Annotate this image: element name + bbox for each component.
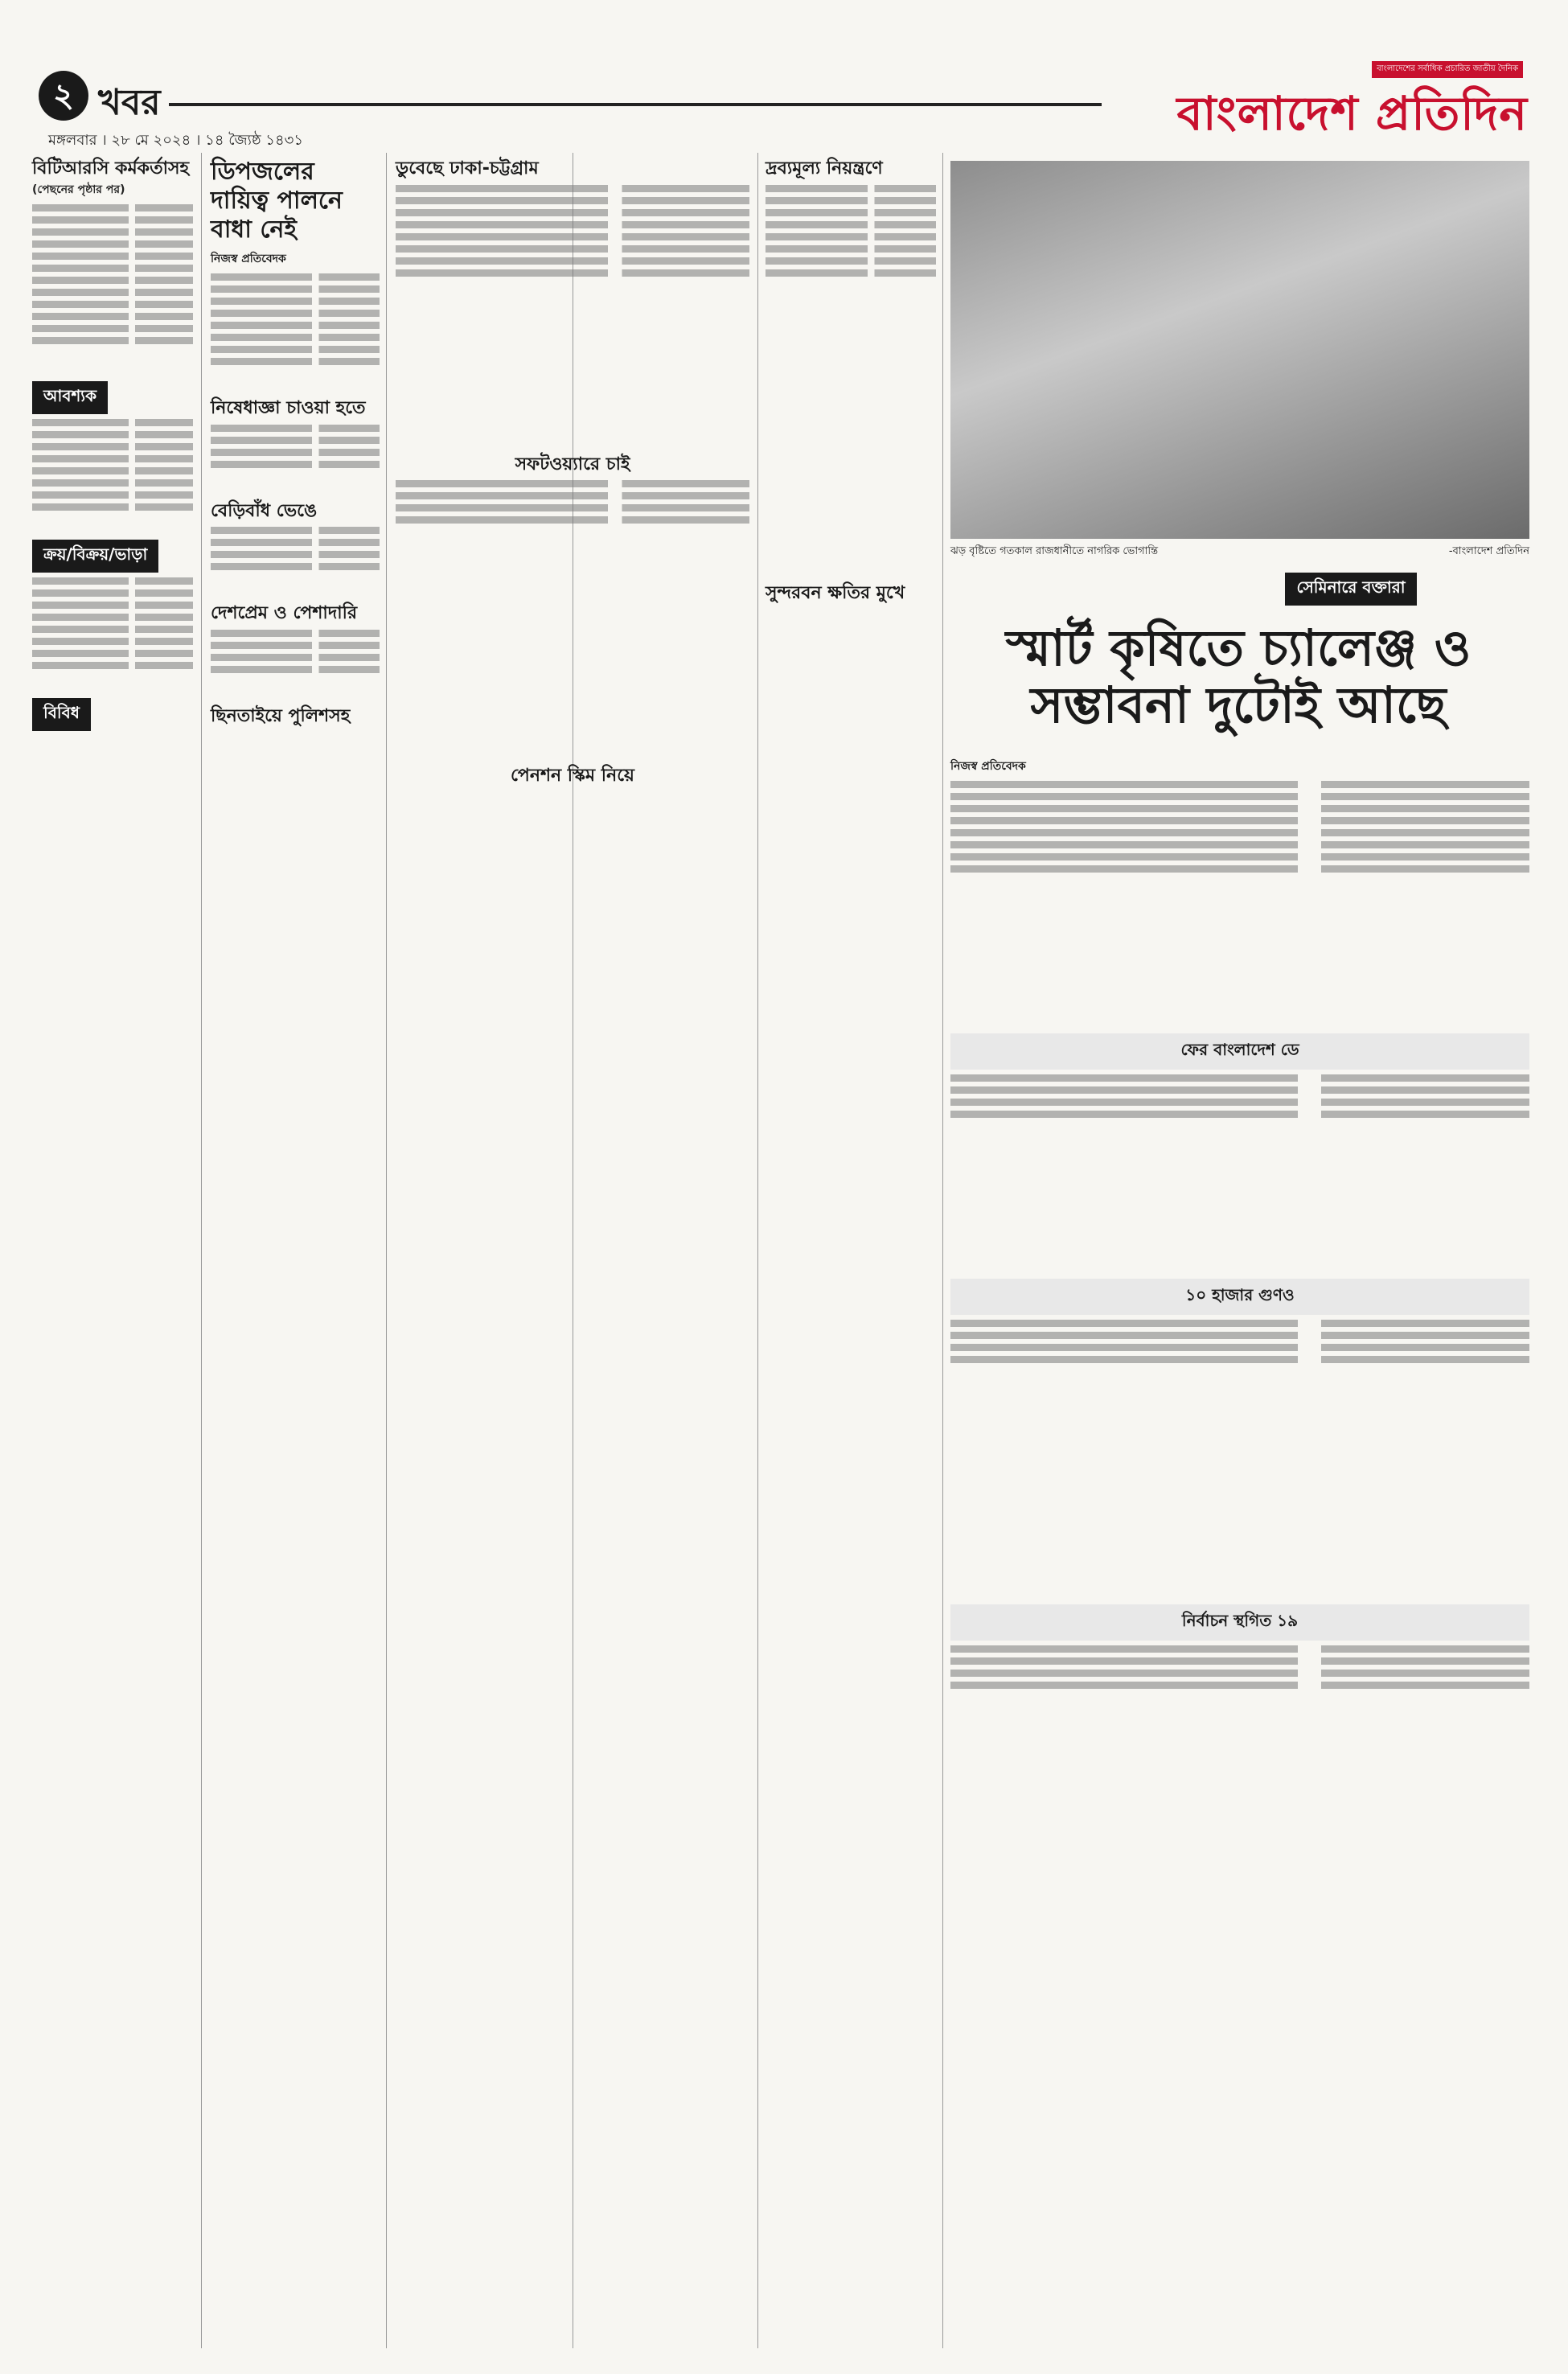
article-headline: ছিনতাইয়ে পুলিশসহ <box>211 705 351 726</box>
article-headline: বিটিআরসি কর্মকর্তাসহ <box>32 158 190 179</box>
article-headline: ডিপজলের দায়িত্ব পালনে বাধা নেই <box>211 158 343 244</box>
article-headline: পেনশন স্কিম নিয়ে <box>510 766 635 786</box>
article-byline: নিজস্ব প্রতিবেদক <box>950 760 1026 773</box>
photo-caption <box>950 544 1529 561</box>
article-box-head: ফের বাংলাদেশ ডে <box>950 1033 1529 1070</box>
article-kicker: সেমিনারে বক্তারা <box>1285 573 1416 606</box>
news-photo <box>950 161 1529 539</box>
article-box-head: নির্বাচন স্থগিত ১৯ <box>950 1604 1529 1641</box>
column-1 <box>32 158 193 731</box>
lead-body <box>950 752 1529 1694</box>
logo <box>1118 61 1528 156</box>
column-4 <box>766 158 936 604</box>
column-rule <box>386 153 387 2348</box>
classified-head: আবশ্যক <box>32 381 108 414</box>
article-box-head: ১০ হাজার গুণও <box>950 1279 1529 1315</box>
photo-credit: -বাংলাদেশ প্রতিদিন <box>1448 545 1529 557</box>
column-rule <box>942 153 943 2348</box>
section-name: খবর <box>98 82 161 123</box>
article-headline: নিষেধাজ্ঞা চাওয়া হতে <box>211 398 366 418</box>
column-3 <box>396 158 749 787</box>
masthead <box>0 0 1568 153</box>
logo-name: বাংলাদেশ প্রতিদিন <box>1176 86 1528 141</box>
top-rule <box>169 103 1102 106</box>
classified-sale-head: ক্রয়/বিক্রয়/ভাড়া <box>32 540 158 573</box>
lead-headline: স্মার্ট কৃষিতে চ্যালেঞ্জ ও সম্ভাবনা দুটোই আছে <box>1005 618 1472 735</box>
logo-tag: বাংলাদেশের সর্বাধিক প্রচারিত জাতীয় দৈনিক <box>1372 61 1523 78</box>
column-rule <box>757 153 758 2348</box>
classified-misc-head: বিবিধ <box>32 698 91 731</box>
article-headline: দ্রব্যমূল্য নিয়ন্ত্রণে <box>766 158 883 179</box>
article-byline: নিজস্ব প্রতিবেদক <box>211 253 286 265</box>
article-headline: দেশপ্রেম ও পেশাদারি <box>211 603 358 623</box>
article-headline: সুন্দরবন ক্ষতির মুখে <box>766 582 905 603</box>
column-2 <box>211 158 380 727</box>
article-headline: বেড়িবাঁধ ভেঙে <box>211 500 318 521</box>
article-headline: ডুবেছে ঢাকা-চট্টগ্রাম <box>396 158 539 179</box>
article-kicker: (পেছনের পৃষ্ঠার পর) <box>32 183 125 196</box>
article-headline: সফটওয়্যারে চাই <box>515 454 630 474</box>
dateline: মঙ্গলবার । ২৮ মে ২০২৪ । ১৪ জ্যৈষ্ঠ ১৪৩১ <box>48 132 304 149</box>
page-number: ২ <box>39 71 88 121</box>
photo-caption-text: ঝড় বৃষ্টিতে গতকাল রাজধানীতে নাগরিক ভোগান্তি <box>950 545 1159 557</box>
column-rule <box>201 153 202 2348</box>
